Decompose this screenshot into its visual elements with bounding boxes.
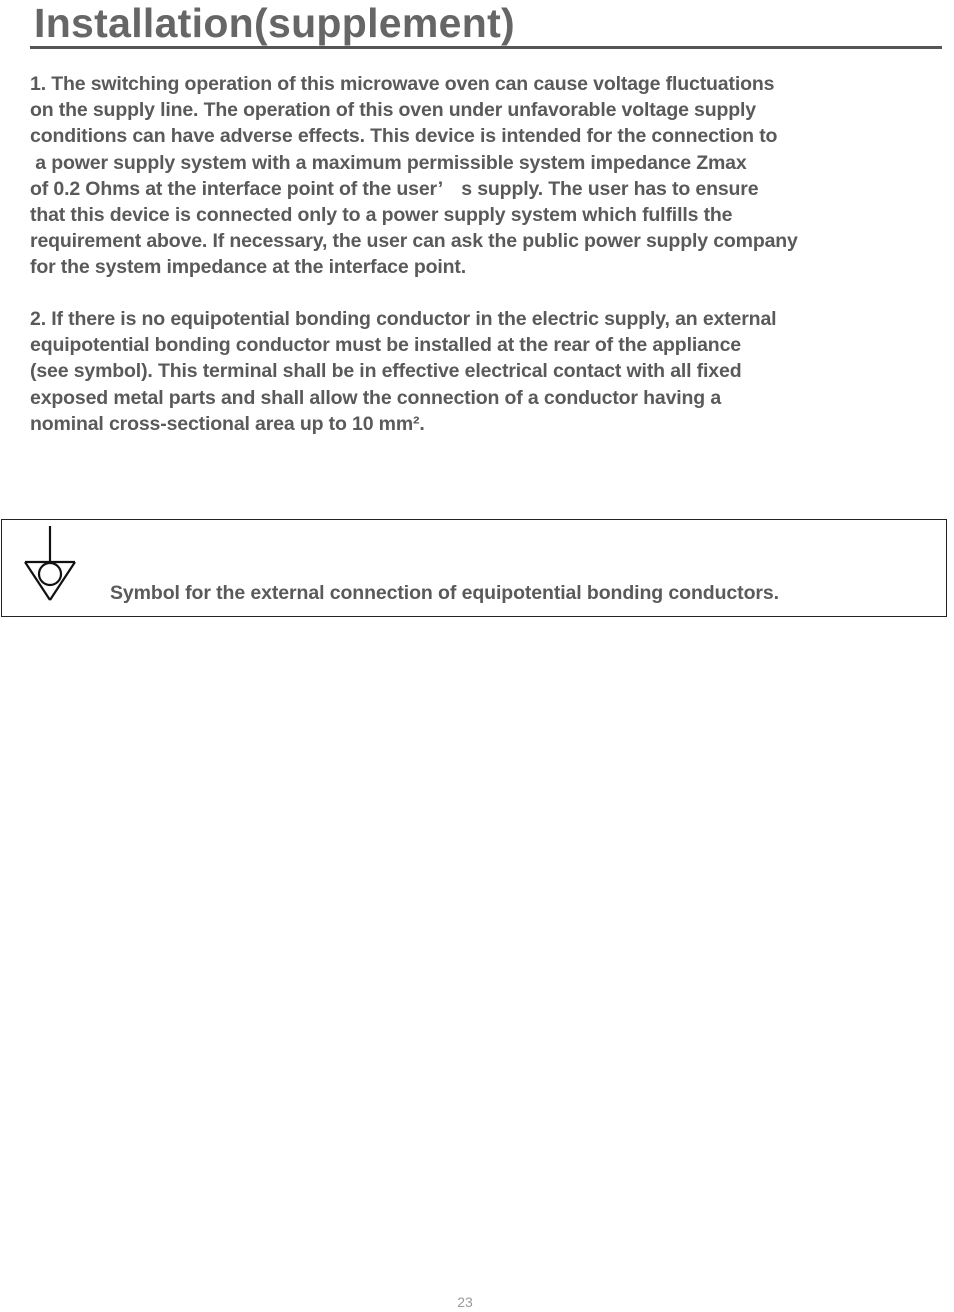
paragraph-line: 1. The switching operation of this microwave oven can cause voltage fluctuations xyxy=(30,73,775,95)
equipotential-bonding-icon xyxy=(22,526,78,602)
paragraph-line: equipotential bonding conductor must be installed at the rear of the appliance xyxy=(30,334,741,357)
paragraph-line: that this device is connected only to a power supply system which fulfills the xyxy=(30,204,733,227)
paragraph-line: for the system impedance at the interface point. xyxy=(30,256,466,279)
page-title: Installation(supplement) xyxy=(34,0,516,46)
paragraph-line: (see symbol). This terminal shall be in effective electrical contact with all fixed xyxy=(30,360,742,383)
paragraph-line: nominal cross-sectional area up to 10 mm². xyxy=(30,412,425,435)
page-number: 23 xyxy=(457,1294,473,1310)
title-divider xyxy=(30,46,942,49)
paragraph-line: conditions can have adverse effects. This device is intended for the connection to xyxy=(30,125,778,148)
paragraph-line: requirement above. If necessary, the user can ask the public power supply company xyxy=(30,230,798,253)
paragraph-equipotential-bonding xyxy=(30,306,954,437)
paragraph-line: 2. If there is no equipotential bonding conductor in the electric supply, an external xyxy=(30,308,777,330)
paragraph-line: exposed metal parts and shall allow the connection of a conductor having a xyxy=(30,386,722,409)
paragraph-line: on the supply line. The operation of this oven under unfavorable voltage supply xyxy=(30,99,756,122)
paragraph-voltage-fluctuations xyxy=(30,71,954,281)
paragraph-line: a power supply system with a maximum permissible system impedance Zmax xyxy=(30,151,747,174)
symbol-caption: Symbol for the external connection of equipotential bonding conductors. xyxy=(110,582,779,604)
symbol-box xyxy=(1,519,947,617)
paragraph-line: of 0.2 Ohms at the interface point of the user’ s supply. The user has to ensure xyxy=(30,177,759,200)
